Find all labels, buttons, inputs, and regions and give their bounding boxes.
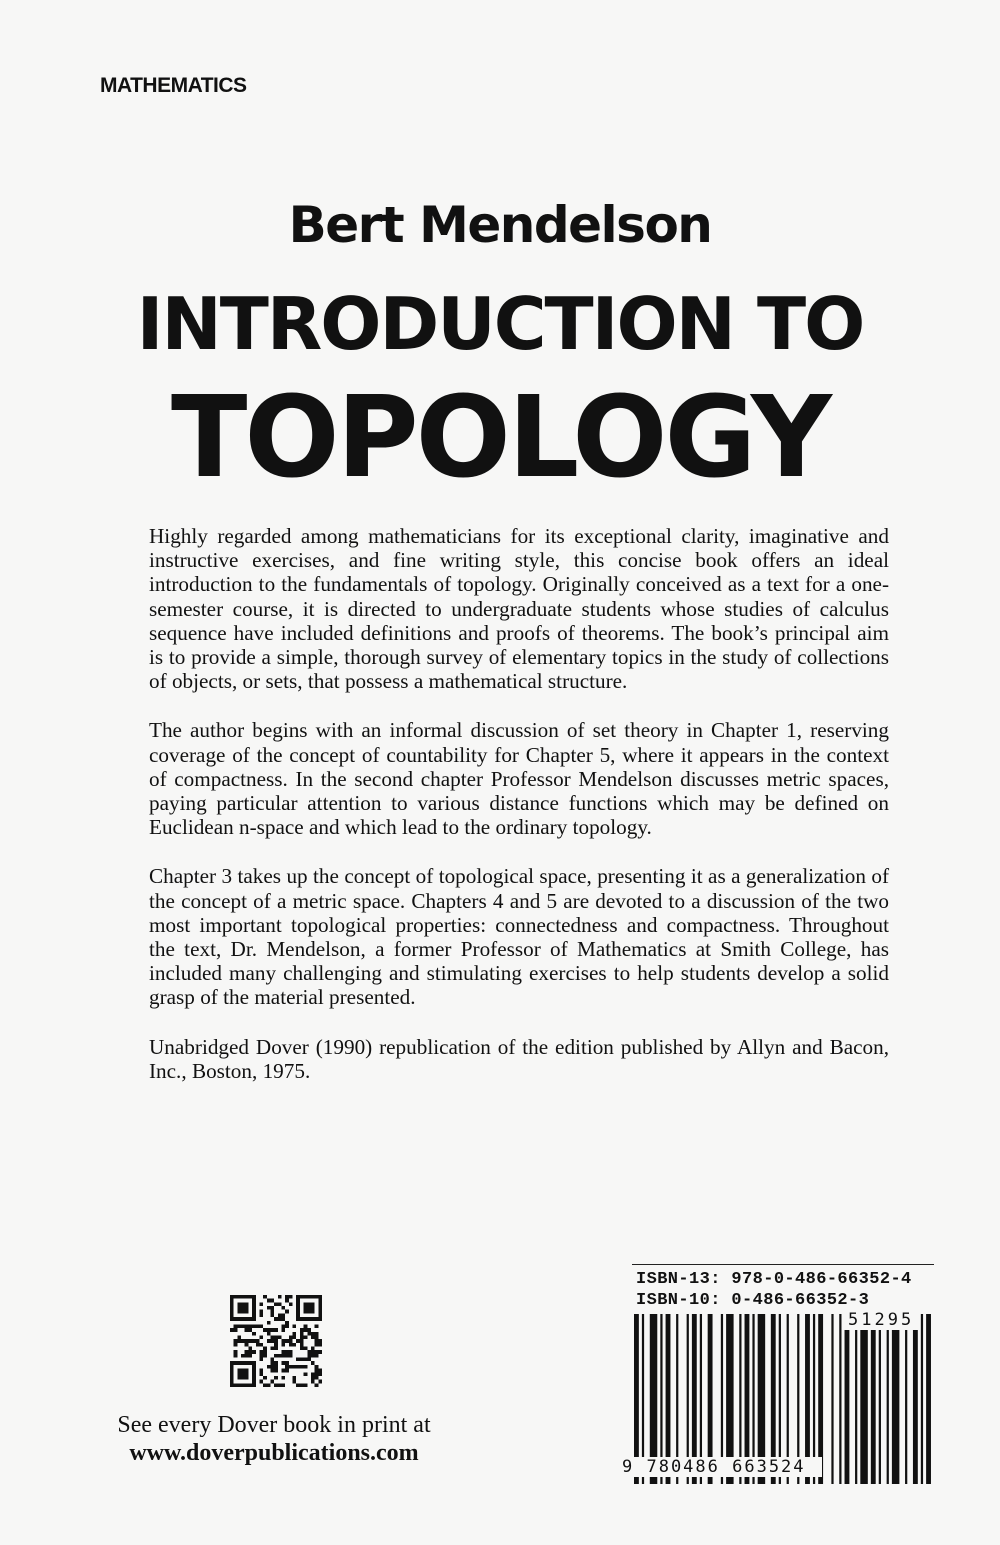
description-paragraph-1: Highly regarded among mathematicians for its exceptional clarity, imaginative and instructive exercises, and fine writing style, this concise book offers an ideal introduction to the fundamentals of topology. Originally conceived as a text for a one-semester course, it is directed to undergraduate students whose studies of calculus sequence have included definitions and proofs of theorems. The book’s principal aim is to provide a simple, thorough survey of elementary topics in the study of collections of objects, or sets, that possess a mathematical structure. xyxy=(149,524,889,694)
barcode-top-rule xyxy=(632,1264,934,1265)
isbn-13: ISBN-13: 978-0-486-66352-4 xyxy=(636,1270,912,1289)
barcode-digits: 9 780486 663524 xyxy=(622,1457,822,1477)
dover-promo-text: See every Dover book in print at xyxy=(117,1412,431,1438)
description-paragraph-2: The author begins with an informal discussion of set theory in Chapter 1, reserving coverage of the concept of countability for Chapter 5, where it appears in the context of compactness. In the second chapter Professor Mendelson discusses metric spaces, paying particular attention to various distance functions which may be defined on Euclidean n-space and which lead to the ordinary topology. xyxy=(149,718,889,840)
book-title-line1: INTRODUCTION TO xyxy=(136,282,864,366)
description-paragraph-3: Chapter 3 takes up the concept of topological space, presenting it as a generalization of the concept of a metric space. Chapters 4 and 5 are devoted to a discussion of the two most important topological properties: connectedness and compactness. Throughout the text, Dr. Mendelson, a former Professor of Mathematics at Smith College, has included many challenging and stimulating exercises to help students develop a solid grasp of the material presented. xyxy=(149,864,889,1010)
author-name: Bert Mendelson xyxy=(288,196,712,254)
description xyxy=(149,524,889,1108)
book-title-line2: TOPOLOGY xyxy=(170,373,830,503)
description-paragraph-4: Unabridged Dover (1990) republication of the edition published by Allyn and Bacon, Inc., Boston, 1975. xyxy=(149,1034,889,1083)
qr-code-icon xyxy=(230,1295,322,1387)
price-code: 51295 xyxy=(844,1310,918,1330)
category-label: MATHEMATICS xyxy=(100,74,247,97)
barcode-block xyxy=(622,1256,938,1496)
dover-website-link[interactable]: www.doverpublications.com xyxy=(129,1440,419,1466)
isbn-10: ISBN-10: 0-486-66352-3 xyxy=(636,1291,870,1310)
